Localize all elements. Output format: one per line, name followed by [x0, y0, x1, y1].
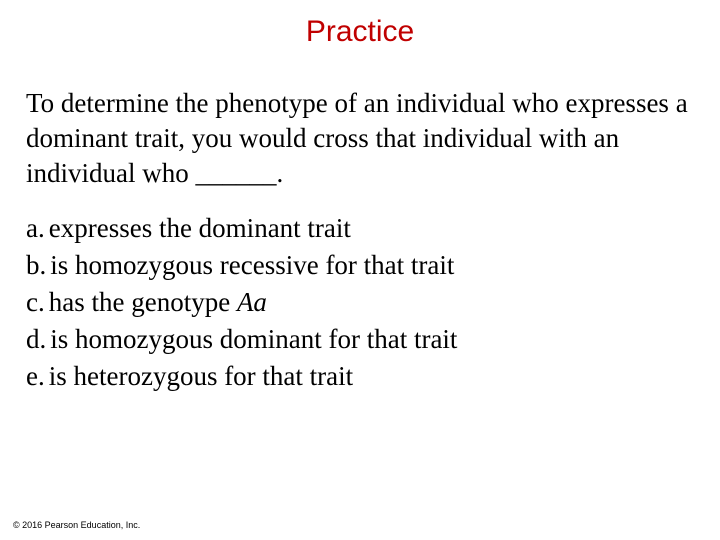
- genotype-italic: Aa: [236, 287, 267, 317]
- option-d: [26, 321, 706, 358]
- option-text: expresses the dominant trait: [48, 213, 351, 243]
- option-b: [26, 247, 706, 284]
- option-text: has the genotype: [48, 287, 237, 317]
- option-e: [26, 358, 706, 395]
- option-letter: c.: [26, 287, 45, 317]
- option-text: is heterozygous for that trait: [48, 361, 354, 391]
- slide-title: Practice: [305, 15, 415, 48]
- option-letter: a.: [26, 213, 45, 243]
- option-letter: d.: [26, 324, 47, 354]
- option-c: [26, 284, 706, 321]
- option-text: is homozygous recessive for that trait: [50, 250, 455, 280]
- option-letter: e.: [26, 361, 45, 391]
- question-text: To determine the phenotype of an individual who expresses a dominant trait, you would cross that individual with an individual who ______.: [26, 88, 688, 188]
- option-a: [26, 210, 706, 247]
- answer-options: [26, 210, 706, 395]
- option-letter: b.: [26, 250, 47, 280]
- option-text: is homozygous dominant for that trait: [50, 324, 458, 354]
- copyright-notice: © 2016 Pearson Education, Inc.: [13, 520, 141, 530]
